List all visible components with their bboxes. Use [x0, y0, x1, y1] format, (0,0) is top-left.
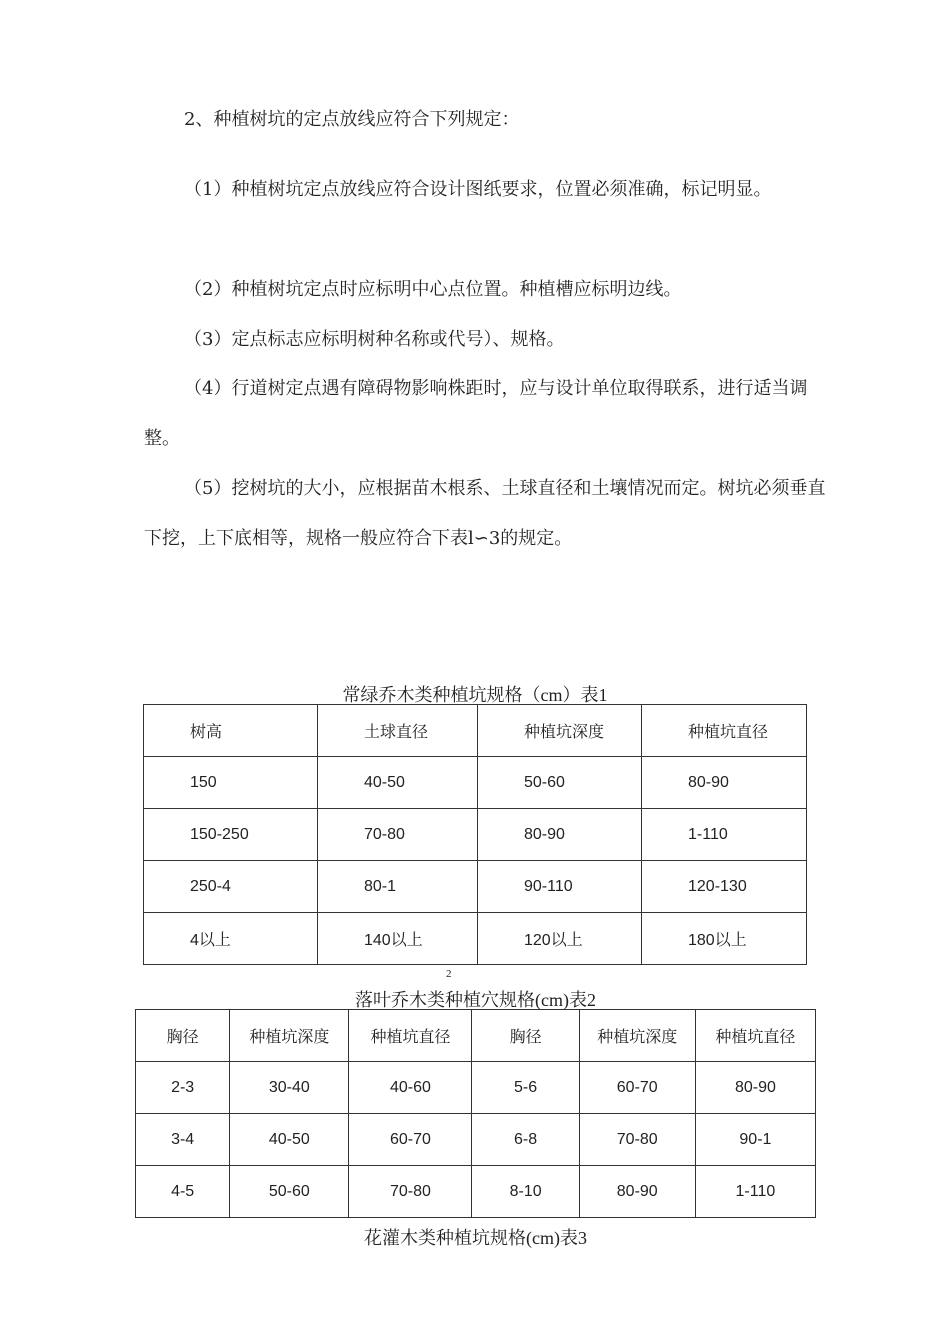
table-cell: 4-5: [136, 1166, 230, 1218]
table-cell: 70-80: [579, 1114, 695, 1166]
table-cell: 50-60: [478, 757, 642, 809]
table-cell: 150: [144, 757, 318, 809]
table-cell: 80-90: [579, 1166, 695, 1218]
table-row: [144, 913, 807, 965]
table-cell: 60-70: [349, 1114, 472, 1166]
table-row: [136, 1114, 816, 1166]
table-cell: 40-50: [230, 1114, 349, 1166]
table-cell: 40-60: [349, 1062, 472, 1114]
table-cell: 80-90: [478, 809, 642, 861]
table-header-cell: 种植坑直径: [642, 705, 807, 757]
table-cell: 180以上: [642, 913, 807, 965]
table-cell: 90-1: [695, 1114, 815, 1166]
table-header-cell: 胸径: [136, 1010, 230, 1062]
table-cell: 80-90: [642, 757, 807, 809]
table-cell: 30-40: [230, 1062, 349, 1114]
table-cell: 140以上: [318, 913, 478, 965]
table-header-cell: 土球直径: [318, 705, 478, 757]
table-cell: 60-70: [579, 1062, 695, 1114]
section-heading: 2、种植树坑的定点放线应符合下列规定：: [184, 109, 520, 130]
table-cell: 3-4: [136, 1114, 230, 1166]
table1: [143, 704, 807, 965]
table-cell: 70-80: [318, 809, 478, 861]
paragraph-5: （5）挖树坑的大小，应根据苗木根系、土球直径和土壤情况而定。树坑必须垂直下挖，上下底相等，规格一般应符合下表l∽3的规定。: [144, 478, 826, 549]
table-header-cell: 种植坑深度: [230, 1010, 349, 1062]
table-cell: 120-130: [642, 861, 807, 913]
table-header-cell: 胸径: [472, 1010, 579, 1062]
table-cell: 40-50: [318, 757, 478, 809]
table1-caption: 常绿乔木类种植坑规格（cm）表1: [342, 685, 608, 705]
table-cell: 5-6: [472, 1062, 579, 1114]
table-cell: 1-110: [642, 809, 807, 861]
table-header-cell: 种植坑直径: [349, 1010, 472, 1062]
table-header-cell: 种植坑深度: [579, 1010, 695, 1062]
table-row: [136, 1166, 816, 1218]
table-cell: 90-110: [478, 861, 642, 913]
table-cell: 8-10: [472, 1166, 579, 1218]
table-header-row: [136, 1010, 816, 1062]
table-cell: 4以上: [144, 913, 318, 965]
table-cell: 120以上: [478, 913, 642, 965]
table3-caption: 花灌木类种植坑规格(cm)表3: [364, 1228, 587, 1248]
table-header-cell: 树高: [144, 705, 318, 757]
paragraph-3: （3）定点标志应标明树种名称或代号）、规格。: [184, 329, 565, 350]
table2-caption: 落叶乔木类种植穴规格(cm)表2: [355, 990, 596, 1010]
table-row: [144, 861, 807, 913]
table-cell: 80-90: [695, 1062, 815, 1114]
table-cell: 50-60: [230, 1166, 349, 1218]
page-number: 2: [446, 968, 452, 980]
paragraph-4: （4）行道树定点遇有障碍物影响株距时，应与设计单位取得联系，进行适当调整。: [144, 378, 808, 449]
table-cell: 70-80: [349, 1166, 472, 1218]
table-header-cell: 种植坑深度: [478, 705, 642, 757]
table-row: [144, 757, 807, 809]
table-cell: 1-110: [695, 1166, 815, 1218]
table-cell: 2-3: [136, 1062, 230, 1114]
table-row: [144, 809, 807, 861]
table-cell: 6-8: [472, 1114, 579, 1166]
paragraph-1: （1）种植树坑定点放线应符合设计图纸要求，位置必须准确，标记明显。: [184, 179, 772, 200]
table-header-cell: 种植坑直径: [695, 1010, 815, 1062]
table-row: [136, 1062, 816, 1114]
paragraph-2: （2）种植树坑定点时应标明中心点位置。种植槽应标明边线。: [184, 279, 682, 300]
table2: [135, 1009, 816, 1218]
table-cell: 150-250: [144, 809, 318, 861]
table-header-row: [144, 705, 807, 757]
table-cell: 250-4: [144, 861, 318, 913]
table-cell: 80-1: [318, 861, 478, 913]
